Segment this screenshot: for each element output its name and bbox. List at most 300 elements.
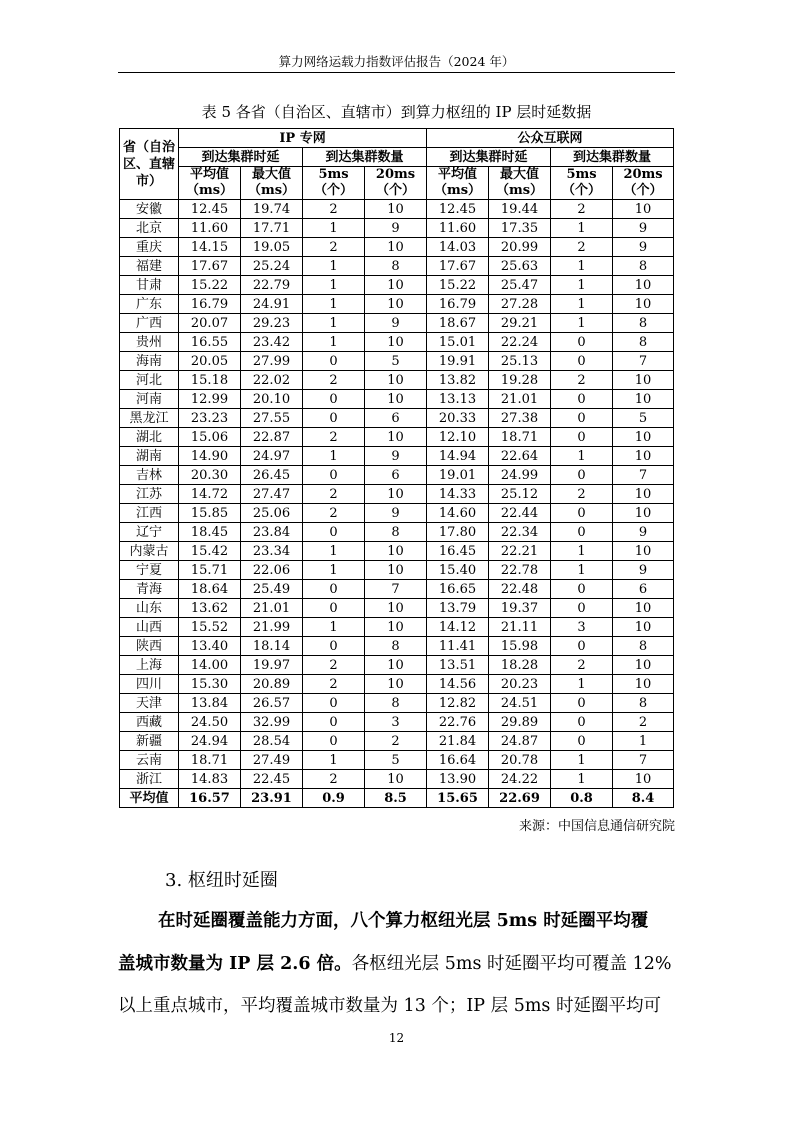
value-cell: 14.72 (179, 485, 241, 504)
value-cell: 1 (303, 751, 365, 770)
province-cell: 陕西 (120, 637, 179, 656)
value-cell: 0 (303, 466, 365, 485)
value-cell: 22.87 (241, 428, 303, 447)
value-cell: 0 (303, 732, 365, 751)
value-cell: 15.18 (179, 371, 241, 390)
value-cell: 9 (613, 523, 674, 542)
value-cell: 8.5 (365, 789, 427, 808)
value-cell: 10 (365, 276, 427, 295)
value-cell: 24.87 (489, 732, 551, 751)
table-row (120, 523, 674, 542)
value-cell: 1 (303, 542, 365, 561)
value-cell: 0 (303, 599, 365, 618)
value-cell: 10 (613, 200, 674, 219)
value-cell: 6 (613, 580, 674, 599)
value-cell: 2 (365, 732, 427, 751)
header-ip-network: IP 专网 (179, 129, 427, 148)
province-cell: 重庆 (120, 238, 179, 257)
value-cell: 15.06 (179, 428, 241, 447)
table-row (120, 352, 674, 371)
value-cell: 9 (365, 504, 427, 523)
value-cell: 3 (551, 618, 613, 637)
value-cell: 20.33 (427, 409, 489, 428)
value-cell: 10 (365, 390, 427, 409)
value-cell: 27.49 (241, 751, 303, 770)
value-cell: 1 (551, 295, 613, 314)
value-cell: 15.42 (179, 542, 241, 561)
paragraph-line-2 (118, 950, 675, 975)
province-cell: 上海 (120, 656, 179, 675)
paragraph-line-3: 以上重点城市，平均覆盖城市数量为 13 个；IP 层 5ms 时延圈平均可 (118, 996, 661, 1016)
table-row (120, 466, 674, 485)
header-ip-latency: 到达集群时延 (179, 148, 303, 167)
value-cell: 1 (303, 333, 365, 352)
value-cell: 25.12 (489, 485, 551, 504)
value-cell: 24.50 (179, 713, 241, 732)
value-cell: 27.38 (489, 409, 551, 428)
value-cell: 12.99 (179, 390, 241, 409)
province-cell: 内蒙古 (120, 542, 179, 561)
value-cell: 21.01 (489, 390, 551, 409)
table-row (120, 276, 674, 295)
value-cell: 10 (613, 599, 674, 618)
value-cell: 2 (303, 485, 365, 504)
value-cell: 22.79 (241, 276, 303, 295)
header-province: 省（自治区、直辖市） (120, 129, 179, 200)
value-cell: 18.14 (241, 637, 303, 656)
table-row (120, 713, 674, 732)
value-cell: 13.90 (427, 770, 489, 789)
value-cell: 15.85 (179, 504, 241, 523)
value-cell: 7 (365, 580, 427, 599)
value-cell: 1 (551, 770, 613, 789)
value-cell: 13.79 (427, 599, 489, 618)
value-cell: 19.28 (489, 371, 551, 390)
value-cell: 10 (613, 618, 674, 637)
value-cell: 8 (613, 637, 674, 656)
value-cell: 18.67 (427, 314, 489, 333)
value-cell: 8 (365, 694, 427, 713)
value-cell: 16.79 (427, 295, 489, 314)
value-cell: 23.84 (241, 523, 303, 542)
province-cell: 平均值 (120, 789, 179, 808)
table-row (120, 561, 674, 580)
header-public-20ms: 20ms（个） (613, 167, 674, 200)
value-cell: 32.99 (241, 713, 303, 732)
table-row (120, 371, 674, 390)
value-cell: 0 (303, 713, 365, 732)
value-cell: 10 (365, 428, 427, 447)
value-cell: 29.21 (489, 314, 551, 333)
value-cell: 12.82 (427, 694, 489, 713)
header-public-count: 到达集群数量 (551, 148, 674, 167)
page-number: 12 (388, 1031, 405, 1045)
province-cell: 广东 (120, 295, 179, 314)
paragraph-line-1: 在时延圈覆盖能力方面，八个算力枢纽光层 5ms 时延圈平均覆 (158, 911, 649, 931)
value-cell: 19.01 (427, 466, 489, 485)
table-row (120, 694, 674, 713)
table-row (120, 675, 674, 694)
value-cell: 10 (613, 428, 674, 447)
value-cell: 18.64 (179, 580, 241, 599)
value-cell: 0 (551, 694, 613, 713)
value-cell: 1 (551, 314, 613, 333)
value-cell: 10 (613, 295, 674, 314)
value-cell: 0 (551, 428, 613, 447)
value-cell: 0 (551, 637, 613, 656)
value-cell: 10 (613, 675, 674, 694)
value-cell: 1 (303, 618, 365, 637)
value-cell: 5 (365, 751, 427, 770)
value-cell: 8 (365, 637, 427, 656)
value-cell: 10 (365, 200, 427, 219)
value-cell: 21.99 (241, 618, 303, 637)
value-cell: 7 (613, 751, 674, 770)
value-cell: 8 (613, 333, 674, 352)
value-cell: 16.45 (427, 542, 489, 561)
value-cell: 0 (303, 580, 365, 599)
province-cell: 广西 (120, 314, 179, 333)
value-cell: 10 (365, 770, 427, 789)
value-cell: 13.82 (427, 371, 489, 390)
value-cell: 22.48 (489, 580, 551, 599)
value-cell: 11.60 (179, 219, 241, 238)
table-source: 来源：中国信息通信研究院 (518, 819, 675, 834)
province-cell: 江苏 (120, 485, 179, 504)
value-cell: 9 (365, 219, 427, 238)
table-row (120, 770, 674, 789)
table-row (120, 428, 674, 447)
table-row (120, 219, 674, 238)
value-cell: 25.49 (241, 580, 303, 599)
value-cell: 27.99 (241, 352, 303, 371)
value-cell: 25.47 (489, 276, 551, 295)
value-cell: 5 (613, 409, 674, 428)
value-cell: 2 (303, 675, 365, 694)
value-cell: 19.05 (241, 238, 303, 257)
province-cell: 湖南 (120, 447, 179, 466)
province-cell: 北京 (120, 219, 179, 238)
value-cell: 27.28 (489, 295, 551, 314)
value-cell: 11.41 (427, 637, 489, 656)
value-cell: 3 (365, 713, 427, 732)
province-cell: 天津 (120, 694, 179, 713)
paragraph-line-2-bold: 盖城市数量为 IP 层 2.6 倍。 (118, 954, 352, 974)
value-cell: 13.40 (179, 637, 241, 656)
value-cell: 9 (365, 314, 427, 333)
value-cell: 20.89 (241, 675, 303, 694)
province-cell: 青海 (120, 580, 179, 599)
value-cell: 18.45 (179, 523, 241, 542)
value-cell: 16.79 (179, 295, 241, 314)
province-cell: 新疆 (120, 732, 179, 751)
value-cell: 5 (365, 352, 427, 371)
value-cell: 10 (613, 276, 674, 295)
value-cell: 22.69 (489, 789, 551, 808)
value-cell: 16.65 (427, 580, 489, 599)
value-cell: 1 (303, 257, 365, 276)
value-cell: 2 (551, 238, 613, 257)
value-cell: 18.71 (179, 751, 241, 770)
value-cell: 19.74 (241, 200, 303, 219)
value-cell: 14.12 (427, 618, 489, 637)
value-cell: 0 (551, 713, 613, 732)
value-cell: 2 (303, 770, 365, 789)
value-cell: 20.07 (179, 314, 241, 333)
value-cell: 0 (303, 523, 365, 542)
value-cell: 1 (551, 561, 613, 580)
value-cell: 19.91 (427, 352, 489, 371)
value-cell: 16.57 (179, 789, 241, 808)
value-cell: 11.60 (427, 219, 489, 238)
value-cell: 18.71 (489, 428, 551, 447)
value-cell: 1 (551, 542, 613, 561)
value-cell: 10 (365, 618, 427, 637)
table-row (120, 599, 674, 618)
value-cell: 26.57 (241, 694, 303, 713)
table-row (120, 504, 674, 523)
value-cell: 29.89 (489, 713, 551, 732)
value-cell: 9 (613, 561, 674, 580)
header-public-avg: 平均值（ms） (427, 167, 489, 200)
header-ip-max: 最大值（ms） (241, 167, 303, 200)
value-cell: 24.97 (241, 447, 303, 466)
value-cell: 1 (303, 561, 365, 580)
value-cell: 17.35 (489, 219, 551, 238)
table-row (120, 732, 674, 751)
province-cell: 海南 (120, 352, 179, 371)
value-cell: 13.13 (427, 390, 489, 409)
value-cell: 8 (613, 694, 674, 713)
header-public-max: 最大值（ms） (489, 167, 551, 200)
province-cell: 河北 (120, 371, 179, 390)
value-cell: 1 (303, 219, 365, 238)
province-cell: 辽宁 (120, 523, 179, 542)
value-cell: 0.9 (303, 789, 365, 808)
value-cell: 22.02 (241, 371, 303, 390)
table-row (120, 618, 674, 637)
value-cell: 1 (303, 276, 365, 295)
value-cell: 26.45 (241, 466, 303, 485)
value-cell: 0 (303, 694, 365, 713)
value-cell: 0 (551, 732, 613, 751)
value-cell: 1 (613, 732, 674, 751)
table-row (120, 637, 674, 656)
value-cell: 1 (551, 257, 613, 276)
value-cell: 22.24 (489, 333, 551, 352)
value-cell: 16.64 (427, 751, 489, 770)
value-cell: 8 (613, 257, 674, 276)
value-cell: 1 (303, 314, 365, 333)
value-cell: 0 (551, 523, 613, 542)
value-cell: 6 (365, 466, 427, 485)
paragraph-line-2-rest: 各枢纽光层 5ms 时延圈平均可覆盖 12% (351, 954, 672, 974)
value-cell: 6 (365, 409, 427, 428)
value-cell: 0 (303, 409, 365, 428)
value-cell: 2 (551, 656, 613, 675)
value-cell: 2 (551, 200, 613, 219)
value-cell: 23.23 (179, 409, 241, 428)
table-row (120, 238, 674, 257)
value-cell: 10 (365, 675, 427, 694)
table-row (120, 390, 674, 409)
header-public-latency: 到达集群时延 (427, 148, 551, 167)
table-row (120, 656, 674, 675)
value-cell: 8 (613, 314, 674, 333)
latency-table (119, 128, 674, 808)
value-cell: 14.15 (179, 238, 241, 257)
value-cell: 14.33 (427, 485, 489, 504)
table-row (120, 542, 674, 561)
value-cell: 24.91 (241, 295, 303, 314)
value-cell: 19.44 (489, 200, 551, 219)
value-cell: 15.71 (179, 561, 241, 580)
value-cell: 17.67 (179, 257, 241, 276)
province-cell: 山西 (120, 618, 179, 637)
value-cell: 28.54 (241, 732, 303, 751)
value-cell: 25.06 (241, 504, 303, 523)
value-cell: 22.06 (241, 561, 303, 580)
table-row (120, 409, 674, 428)
value-cell: 20.05 (179, 352, 241, 371)
value-cell: 15.22 (427, 276, 489, 295)
value-cell: 12.45 (179, 200, 241, 219)
province-cell: 浙江 (120, 770, 179, 789)
value-cell: 9 (365, 447, 427, 466)
value-cell: 24.99 (489, 466, 551, 485)
value-cell: 14.83 (179, 770, 241, 789)
value-cell: 25.13 (489, 352, 551, 371)
value-cell: 23.34 (241, 542, 303, 561)
value-cell: 25.63 (489, 257, 551, 276)
value-cell: 7 (613, 352, 674, 371)
header-public-5ms: 5ms（个） (551, 167, 613, 200)
average-row (120, 789, 674, 808)
province-cell: 西藏 (120, 713, 179, 732)
value-cell: 14.94 (427, 447, 489, 466)
value-cell: 21.11 (489, 618, 551, 637)
value-cell: 15.30 (179, 675, 241, 694)
value-cell: 10 (613, 447, 674, 466)
value-cell: 1 (551, 276, 613, 295)
value-cell: 14.56 (427, 675, 489, 694)
value-cell: 10 (613, 371, 674, 390)
province-cell: 山东 (120, 599, 179, 618)
value-cell: 14.60 (427, 504, 489, 523)
value-cell: 20.30 (179, 466, 241, 485)
value-cell: 0 (551, 352, 613, 371)
value-cell: 0 (551, 466, 613, 485)
value-cell: 2 (303, 504, 365, 523)
value-cell: 22.64 (489, 447, 551, 466)
value-cell: 8.4 (613, 789, 674, 808)
header-ip-20ms: 20ms（个） (365, 167, 427, 200)
table-row (120, 257, 674, 276)
province-cell: 福建 (120, 257, 179, 276)
value-cell: 13.62 (179, 599, 241, 618)
table-row (120, 580, 674, 599)
header-ip-avg: 平均值（ms） (179, 167, 241, 200)
value-cell: 13.84 (179, 694, 241, 713)
value-cell: 1 (551, 751, 613, 770)
value-cell: 8 (365, 257, 427, 276)
province-cell: 河南 (120, 390, 179, 409)
value-cell: 0 (551, 390, 613, 409)
header-ip-count: 到达集群数量 (303, 148, 427, 167)
value-cell: 1 (551, 447, 613, 466)
value-cell: 23.42 (241, 333, 303, 352)
value-cell: 10 (365, 238, 427, 257)
value-cell: 25.24 (241, 257, 303, 276)
province-cell: 吉林 (120, 466, 179, 485)
value-cell: 2 (303, 371, 365, 390)
value-cell: 24.22 (489, 770, 551, 789)
table-row (120, 447, 674, 466)
value-cell: 9 (613, 238, 674, 257)
value-cell: 19.97 (241, 656, 303, 675)
value-cell: 2 (551, 371, 613, 390)
value-cell: 22.21 (489, 542, 551, 561)
value-cell: 18.28 (489, 656, 551, 675)
value-cell: 23.91 (241, 789, 303, 808)
value-cell: 10 (613, 485, 674, 504)
value-cell: 14.90 (179, 447, 241, 466)
province-cell: 安徽 (120, 200, 179, 219)
value-cell: 2 (303, 238, 365, 257)
value-cell: 9 (613, 219, 674, 238)
value-cell: 10 (613, 770, 674, 789)
value-cell: 14.00 (179, 656, 241, 675)
province-cell: 甘肃 (120, 276, 179, 295)
value-cell: 0 (551, 580, 613, 599)
province-cell: 云南 (120, 751, 179, 770)
section-title: 3. 枢纽时延圈 (165, 870, 278, 891)
value-cell: 2 (303, 428, 365, 447)
value-cell: 0 (303, 637, 365, 656)
value-cell: 10 (613, 656, 674, 675)
value-cell: 0 (303, 390, 365, 409)
value-cell: 20.10 (241, 390, 303, 409)
table-row (120, 200, 674, 219)
table-row (120, 314, 674, 333)
header-public-internet: 公众互联网 (427, 129, 674, 148)
value-cell: 10 (365, 599, 427, 618)
value-cell: 19.37 (489, 599, 551, 618)
value-cell: 10 (365, 371, 427, 390)
table-body (120, 200, 674, 808)
value-cell: 0.8 (551, 789, 613, 808)
value-cell: 14.03 (427, 238, 489, 257)
value-cell: 0 (551, 599, 613, 618)
table-row (120, 333, 674, 352)
value-cell: 10 (365, 561, 427, 580)
value-cell: 0 (551, 504, 613, 523)
header-rule (118, 72, 675, 73)
value-cell: 2 (303, 656, 365, 675)
value-cell: 2 (551, 485, 613, 504)
table-row (120, 485, 674, 504)
value-cell: 21.01 (241, 599, 303, 618)
table-row (120, 295, 674, 314)
header-ip-5ms: 5ms（个） (303, 167, 365, 200)
value-cell: 20.99 (489, 238, 551, 257)
value-cell: 27.47 (241, 485, 303, 504)
value-cell: 1 (303, 295, 365, 314)
value-cell: 22.44 (489, 504, 551, 523)
value-cell: 15.98 (489, 637, 551, 656)
value-cell: 12.45 (427, 200, 489, 219)
value-cell: 27.55 (241, 409, 303, 428)
